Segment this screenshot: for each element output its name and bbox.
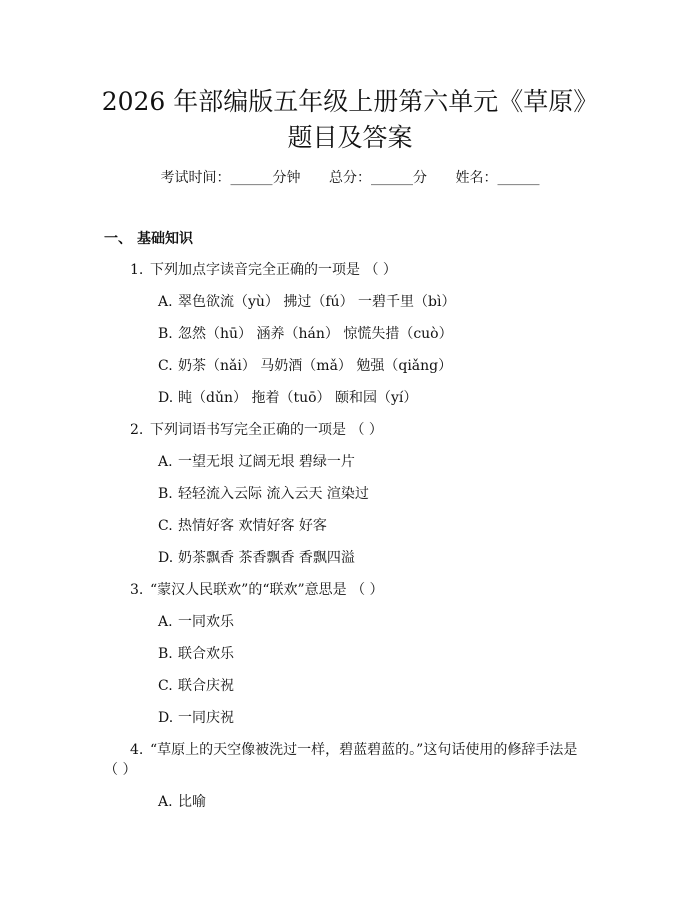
option-text: 热情好客 欢情好客 好客 xyxy=(178,518,327,534)
question-4 xyxy=(130,740,577,760)
question-text: 下列加点字读音完全正确的一项是 （ ） xyxy=(150,262,397,278)
option-label: A. xyxy=(158,794,173,810)
option-label: B. xyxy=(158,486,173,502)
option xyxy=(158,612,234,632)
option-text: 比喻 xyxy=(178,794,206,810)
option xyxy=(158,516,327,536)
option-text: 一同欢乐 xyxy=(178,614,234,630)
option-label: D. xyxy=(158,390,174,406)
question-text: “草原上的天空像被洗过一样，碧蓝碧蓝的。”这句话使用的修辞手法是 xyxy=(150,742,578,758)
option xyxy=(158,452,355,472)
page-title-line-1: 2026 年部编版五年级上册第六单元《草原》 xyxy=(101,87,599,116)
option-label: B. xyxy=(158,326,173,342)
question-number: 1. xyxy=(130,262,144,278)
option-text: 奶茶（nǎi） 马奶酒（mǎ） 勉强（qiǎng） xyxy=(178,358,453,374)
option-text: 轻轻流入云际 流入云天 渲染过 xyxy=(178,486,369,502)
option-label: B. xyxy=(158,646,173,662)
option xyxy=(158,644,234,664)
question-2 xyxy=(130,420,383,440)
option-label: C. xyxy=(158,518,173,534)
option xyxy=(158,356,452,376)
page-title-line-2: 题目及答案 xyxy=(287,123,413,152)
option xyxy=(158,792,206,812)
question-text: 下列词语书写完全正确的一项是 （ ） xyxy=(150,422,383,438)
option-text: 一望无垠 辽阔无垠 碧绿一片 xyxy=(178,454,355,470)
option xyxy=(158,388,417,408)
question-text-continued: （ ） xyxy=(104,762,137,778)
question-1 xyxy=(130,260,397,280)
question-number: 2. xyxy=(130,422,144,438)
option xyxy=(158,484,369,504)
total-score-field: 总分：______分 xyxy=(329,170,427,186)
option-text: 联合庆祝 xyxy=(178,678,234,694)
exam-meta xyxy=(0,168,700,188)
question-3 xyxy=(130,580,384,600)
option-label: A. xyxy=(158,454,173,470)
option-label: A. xyxy=(158,294,173,310)
option-label: D. xyxy=(158,550,174,566)
option-label: A. xyxy=(158,614,173,630)
section-heading xyxy=(104,229,193,249)
option-text: 忽然（hū） 涵养（hán） 惊慌失措（cuò） xyxy=(178,326,453,342)
exam-time-field: 考试时间：______分钟 xyxy=(160,170,301,186)
option-text: 盹（dǔn） 拖着（tuō） 颐和园（yí） xyxy=(178,390,418,406)
option-text: 联合欢乐 xyxy=(178,646,234,662)
student-name-field: 姓名：______ xyxy=(455,170,540,186)
option-text: 一同庆祝 xyxy=(178,710,234,726)
question-number: 4. xyxy=(130,742,144,758)
option-text: 奶茶飘香 茶香飘香 香飘四溢 xyxy=(178,550,355,566)
question-text: “蒙汉人民联欢”的“联欢”意思是 （ ） xyxy=(150,582,384,598)
option xyxy=(158,292,455,312)
option-label: C. xyxy=(158,358,173,374)
option xyxy=(158,676,234,696)
question-number: 3. xyxy=(130,582,144,598)
section-number: 一、 xyxy=(104,231,132,247)
option xyxy=(158,708,234,728)
section-title: 基础知识 xyxy=(137,231,193,247)
option xyxy=(158,324,453,344)
option xyxy=(158,548,355,568)
option-text: 翠色欲流（yù） 拂过（fú） 一碧千里（bì） xyxy=(178,294,456,310)
option-label: D. xyxy=(158,710,174,726)
option-label: C. xyxy=(158,678,173,694)
